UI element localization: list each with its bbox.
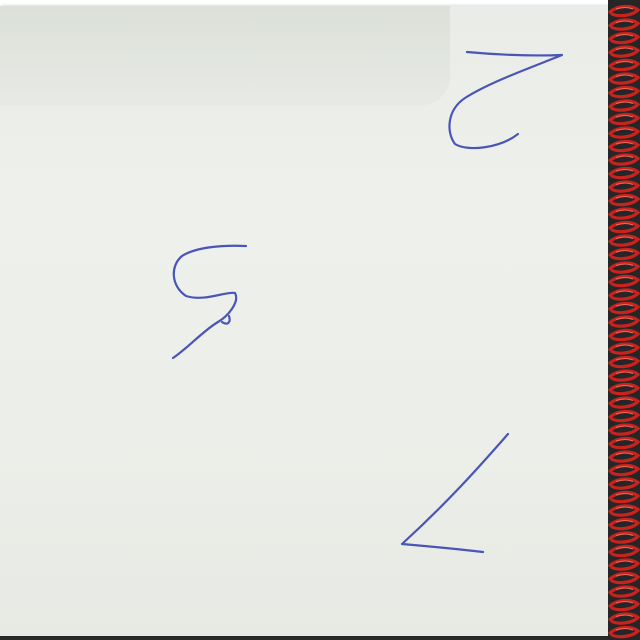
digit-7-stroke [402,434,508,552]
digit-5-stroke [173,246,246,358]
digit-2-stroke [449,52,562,148]
